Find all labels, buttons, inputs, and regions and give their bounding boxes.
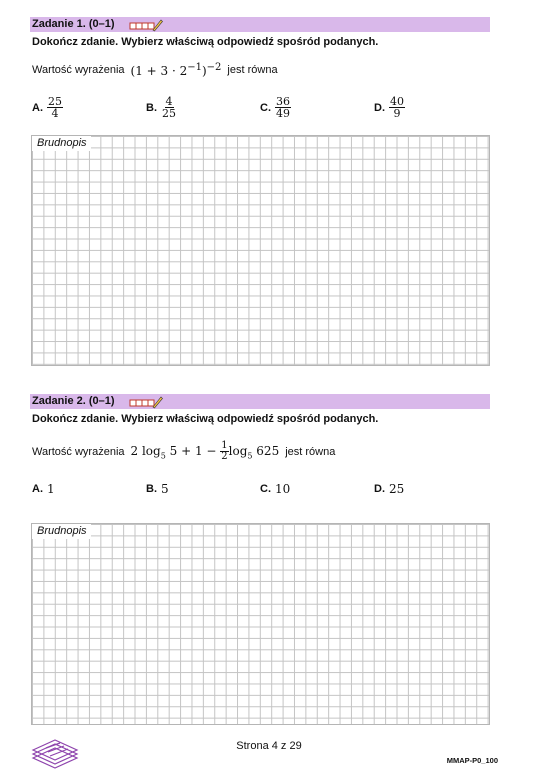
scratch-label: Brudnopis: [32, 136, 91, 151]
task1-option-c[interactable]: [260, 96, 291, 119]
option-fraction: $\frac{40}{9}$: [390, 95, 404, 120]
task1-question: [32, 62, 278, 78]
option-value: 5: [161, 482, 169, 496]
option-fraction: $\frac{4}{25}$: [162, 95, 176, 120]
score-box-pencil-icon: [129, 19, 163, 33]
task2-title: Zadanie 2. (0–1): [32, 395, 115, 407]
option-letter: C.: [260, 101, 271, 114]
task1-option-d[interactable]: [374, 96, 405, 119]
task2-option-d[interactable]: [374, 482, 404, 496]
task2-question: [32, 441, 335, 462]
task1-title: Zadanie 1. (0–1): [32, 18, 115, 30]
option-fraction: $\frac{36}{49}$: [276, 95, 290, 120]
task1-question-suffix: jest równa: [227, 64, 278, 76]
task2-scratch-grid[interactable]: [31, 523, 490, 725]
option-letter: D.: [374, 101, 385, 114]
option-letter: B.: [146, 483, 157, 495]
task2-option-c[interactable]: [260, 482, 290, 496]
score-box-pencil-icon: [129, 396, 163, 410]
option-letter: A.: [32, 483, 43, 495]
option-fraction: $\frac{25}{4}$: [48, 95, 62, 120]
task1-option-a[interactable]: [32, 96, 63, 119]
task2-instruction: Dokończ zdanie. Wybierz właściwą odpowiedź spośród podanych.: [32, 413, 379, 425]
task1-header: [30, 17, 490, 32]
task1-question-prefix: Wartość wyrażenia: [32, 64, 125, 76]
task2-expression: 2 $\log_5 5 + 1$ − $\frac{1}{2}$ $\log_5 625$: [130, 440, 280, 462]
document-code: MMAP-P0_100: [446, 756, 498, 765]
option-letter: C.: [260, 483, 271, 495]
scratch-label: Brudnopis: [32, 524, 91, 539]
task2-question-suffix: jest równa: [285, 445, 336, 458]
task2-option-a[interactable]: [32, 482, 55, 496]
page-number: Strona 4 z 29: [236, 740, 302, 752]
task2-question-prefix: Wartość wyrażenia: [32, 445, 125, 458]
task1-instruction: Dokończ zdanie. Wybierz właściwą odpowiedź spośród podanych.: [32, 36, 379, 48]
option-letter: B.: [146, 101, 157, 114]
option-letter: D.: [374, 483, 385, 495]
task1-expression: $(1 + 3 \cdot 2^{-1})^{-2}$: [130, 62, 222, 78]
option-value: 1: [47, 482, 55, 496]
task1-scratch-grid[interactable]: [31, 135, 490, 366]
option-letter: A.: [32, 101, 43, 114]
option-value: 10: [275, 482, 291, 496]
task2-header: [30, 394, 490, 409]
task1-option-b[interactable]: [146, 96, 177, 119]
task2-option-b[interactable]: [146, 482, 169, 496]
option-value: 25: [389, 482, 405, 496]
